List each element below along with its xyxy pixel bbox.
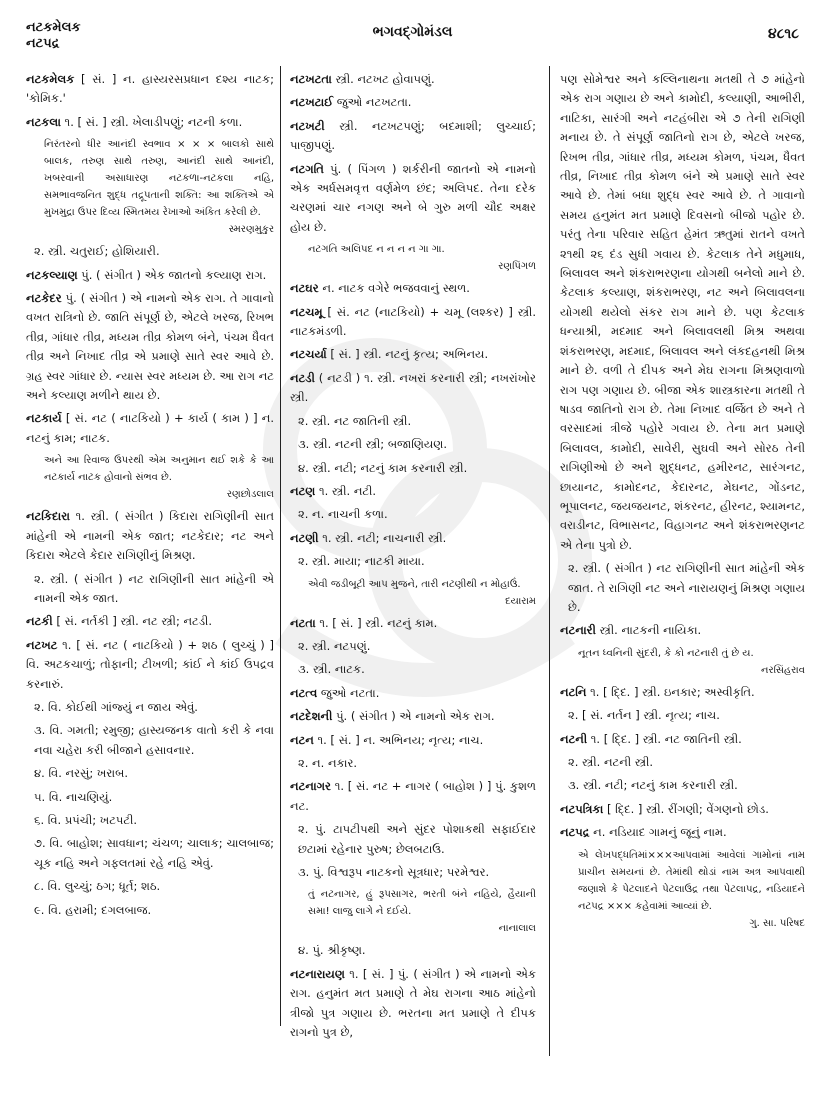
quote-source: રણછોડલાલ bbox=[226, 489, 274, 501]
sub-sense: ૨. સ્ત્રી. ( સંગીત ) નટ રાગિણીની સાત માંહેની એક જાત. તે રાગિણી નટ અને નારાયણનું મિશ્રણ ગણાય છે. bbox=[568, 561, 805, 614]
headword: નટકેદર bbox=[26, 291, 62, 306]
headword: નટકાર્ય bbox=[26, 411, 62, 426]
headword: નટનાગર bbox=[290, 779, 331, 794]
dictionary-entry bbox=[26, 113, 274, 132]
citation-quote bbox=[560, 847, 805, 932]
definition-text: ૧. [ સં. નટ + નાગર ( બાહોશ ) ] પું. કુશળ નટ. bbox=[290, 779, 536, 813]
definition-text: પું. ( પિંગળ ) શર્કરીની જાતનો એ નામનો એક અર્ધસમવૃત્ત વર્ણમેળ છંદ; અલિપદ. તેના દરેક ચરણમાં ચાર નગણ અને બે ગુરુ મળી ચૌદ અક્ષર હોય છે. bbox=[290, 161, 536, 234]
definition-text: ૧. [ સં. ] સ્ત્રી. ખેલાડીપણું; નટની કળા. bbox=[60, 114, 243, 129]
sub-sense: ૨. સ્ત્રી. ચતુરાઈ; હોશિયારી. bbox=[34, 244, 160, 259]
dictionary-entry bbox=[560, 730, 805, 749]
definition-text: ( નટડી ) ૧. સ્ત્રી. નખરાં કરનારી સ્ત્રી; નખરાંખોર સ્ત્રી. bbox=[290, 370, 536, 405]
sub-sense: ૭. વિ. બાહોશ; સાવધાન; ચંચળ; ચાલાક; ચાલબાજ; ચૂક નહિ અને ગફલતમાં રહે નહિ એવું. bbox=[34, 836, 274, 870]
quote-text: એ લેખપદ્ધતિમાં×××આપવામાં આવેલાં ગામોનાં નામ પ્રાચીન સમયનાં છે. તેમાંથી થોડાં નામ અત્ર આપવાથી જણાશે કે પેટલાદને પેટલાઉદ્ર તથા પેટલાપદ્ર, નડિયાદને નટપદ્ર ××× કહેવામાં આવ્યાં છે. bbox=[578, 849, 805, 912]
dictionary-entry bbox=[560, 621, 805, 640]
dictionary-entry bbox=[290, 965, 536, 1043]
headword: નટની bbox=[560, 731, 588, 746]
headword: નટનારાયણ bbox=[290, 966, 345, 981]
definition-text: સ્ત્રી. નટખટ હોવાપણું. bbox=[331, 72, 435, 86]
headword: નટકિદારા bbox=[26, 509, 70, 524]
headword: નટનારી bbox=[560, 623, 596, 638]
definition-text: ૧. [ સં. ] ન. અભિનય; નૃત્ય; નાચ. bbox=[313, 732, 484, 747]
sub-sense: ૩. વિ. ગમતી; રમુજી; હાસ્યજનક વાતો કરી કે નવા નવા ચહેરા કરી બીજાને હસાવનાર. bbox=[34, 723, 274, 757]
quote-text: નટગતિ અલિપદ ન ન ન ન ગા ગા. bbox=[308, 244, 445, 256]
dictionary-entry bbox=[26, 636, 274, 694]
headword: નટણી bbox=[290, 530, 319, 545]
headword: નટકલા bbox=[26, 114, 61, 129]
dictionary-entry bbox=[26, 289, 274, 405]
quote-source: સ્મરણમુકુર bbox=[228, 224, 274, 236]
headword: નટખટતા bbox=[290, 72, 332, 86]
citation-quote bbox=[290, 241, 536, 275]
sub-sense: ૨. વિ. કોઈથી ગાંજ્યું ન જાય એવું. bbox=[34, 699, 198, 714]
definition-text: ૧. [ દ્દિ. ] સ્ત્રી. નટ જાતિની સ્ત્રી. bbox=[587, 731, 742, 746]
quote-source: નરસિંહરાવ bbox=[761, 664, 805, 676]
dictionary-entry bbox=[290, 345, 536, 364]
dictionary-entry bbox=[290, 731, 536, 750]
definition-text: જુઓ નટતા. bbox=[317, 685, 380, 700]
guide-word-last: નટપદ્ર bbox=[26, 36, 60, 51]
dictionary-entry bbox=[26, 409, 274, 448]
definition-text: સ્ત્રી. નટખટપણું; બદમાશી; લુચ્ચાઈ; પાજીપણું. bbox=[290, 118, 536, 153]
definition-text: [ સં. નટ ( નાટકિયો ) + કાર્ય ( કામ ) ] ન. નટનું કામ; નાટક. bbox=[26, 411, 274, 445]
dictionary-entry bbox=[290, 117, 536, 156]
dictionary-entry bbox=[290, 369, 536, 408]
definition-text: [ સં. નર્તકી ] સ્ત્રી. નટ સ્ત્રી; નટડી. bbox=[52, 614, 213, 629]
dictionary-entry bbox=[26, 266, 274, 285]
sub-sense: ૨. ન. નકાર. bbox=[298, 755, 358, 770]
definition-text: પું. ( સંગીત ) એ નામનો એક રાગ. તે ગાવાનો વખત રાત્રિનો છે. જાતિ સંપૂર્ણ છે, એટલે ખરજ, રિખભ તીવ્ર, ગાંધાર તીવ્ર, મધ્યમ તીવ્ર કોમળ બંને, પંચમ ધૈવત તીવ્ર અને નિખાદ તીવ્ર એ પ્રમાણે સાતે સ્વર આવે છે. ગ્રહ સ્વર ગાંધાર છે. ન્યાસ સ્વર મધ્યમ છે. આ રાગ નટ અને કલ્યાણ મળીને થાય છે. bbox=[26, 291, 274, 403]
quote-source: ગુ. સા. પરિષદ bbox=[749, 917, 805, 929]
dictionary-entry bbox=[290, 279, 536, 298]
citation-quote bbox=[560, 645, 805, 679]
column-3 bbox=[560, 70, 805, 936]
quote-text: અને આ રિવાજ ઉપરથી એમ અનુમાન થઈ શકે કે આ નટકાર્ય નાટક હોવાનો સંભવ છે. bbox=[44, 455, 274, 484]
sub-sense: ૨. [ સં. નર્તન ] સ્ત્રી. નૃત્ય; નાચ. bbox=[568, 708, 720, 723]
sub-sense: ૨. સ્ત્રી. નટ જાતિની સ્ત્રી. bbox=[298, 413, 412, 428]
dictionary-entry bbox=[290, 93, 536, 112]
column-1 bbox=[26, 70, 274, 924]
dictionary-entry bbox=[560, 800, 805, 819]
column-divider bbox=[549, 66, 550, 1056]
definition-text: ન. નડિયાદ ગામનું જૂનું નામ. bbox=[589, 825, 727, 840]
dictionary-entry bbox=[290, 777, 536, 816]
headword: નટન bbox=[290, 732, 314, 747]
entry-continuation bbox=[560, 70, 805, 555]
headword: નટઘર bbox=[290, 281, 319, 296]
page-number: ૪૮૧૮ bbox=[768, 26, 799, 42]
sub-sense: ૯. વિ. હરામી; દગલબાજ. bbox=[34, 902, 152, 917]
dictionary-entry bbox=[26, 507, 274, 565]
headword: નટદેશની bbox=[290, 709, 333, 724]
definition-text: ૧. સ્ત્રી. ( સંગીત ) કિદારા રાગિણીની સાત માંહેની એ નામની એક જાત; નટકેદાર; નટ અને કિદારા એટલે કેદાર રાગિણીનું મિશ્રણ. bbox=[26, 509, 274, 563]
dictionary-entry bbox=[290, 684, 536, 703]
definition-text: પણ સોમેશ્વર અને કલ્લિનાથના મતથી તે ૭ માંહેનો એક રાગ ગણાય છે અને કામોદી, કલ્યાણી, આભીરી, નાટિકા, સારંગી અને નટહંબીરા એ ૭ તેની રાગિણી મનાય છે. તે સંપૂર્ણ જાતિનો રાગ છે, એટલે ખરજ, રિખભ તીવ્ર, ગાંધાર તીવ્ર, મધ્યમ કોમળ, પંચમ, ધૈવત તીવ્ર, નિખાદ તીવ્ર કોમળ બંને એ પ્રમાણે સાતે સ્વર આવે છે. તેમાં બધા શુદ્ધ સ્વર આવે છે. તે ગાવાનો સમય હનુમંત મત પ્રમાણે દિવસનો બીજો પહોર છે. પરંતુ તેના પરિવાર સહિત હેમંત ઋતુમાં રાતને વખતે ૨૧થી ૨૬ દંડ સુધી ગવાય છે. કેટલાક તેને મધુમાધ, બિલાવલ અને શંકરાભરણના યોગથી બનેલો માને છે. કેટલાક કલ્યાણ, શંકરાભરણ, નટ અને બિલાવલના યોગથી થયેલો સંકર રાગ માને છે. પણ કેટલાક ધન્યાશ્રી, મદમાદ અને બિલાવલથી મિશ્ર અથવા શંકરાભરણ, મદમાદ, બિલાવલ અને લંકદહનથી મિશ્ર માને છે. વળી તે દીપક અને મેઘ રાગના મિશ્રણવાળો રાગ પણ ગણાય છે. બીજા એક શાસ્ત્રકારના મતથી તે ષાડવ જાતિનો રાગ છે. તેમા નિખાદ વર્જિત છે અને તે વરસાદમાં ત્રીજે પહોરે ગવાય છે. તેના મત પ્રમાણે બિલાવલ, કામોદી, સાવેરી, સુઘવી અને સોરઠ તેની રાગિણીઓ છે અને શુદ્ધનટ, હમીરનટ, સારંગનટ, છાયાનટ, કામોદનટ, કેદારનટ, મેઘનટ, ગોંડનટ, ભૂપાલનટ, જયજયનટ, શંકરનટ, હીરનટ, શ્યામનટ, વરાડીનટ, વિભાસનટ, વિહાગનટ અને શંકરાભરણનટ એ તેના પુત્રો છે. bbox=[560, 72, 805, 552]
headword: નટતા bbox=[290, 615, 316, 630]
sub-sense: ૩. સ્ત્રી. નાટક. bbox=[298, 662, 365, 677]
headword: નટપદ્ર bbox=[560, 825, 590, 840]
headword: નટડી bbox=[290, 370, 315, 385]
dictionary-entry bbox=[560, 823, 805, 842]
headword: નટકી bbox=[26, 614, 53, 629]
headword: નટખટાઈ bbox=[290, 95, 334, 110]
quote-text: એવી જડીબૂટી આપ મુજને, તારી નટણીથી ન મોહાઉં. bbox=[308, 578, 521, 590]
sub-sense: ૨. પું. ટાપટીપથી અને સુંદર પોશાકથી સફાઈદાર છટામાં રહેનાર પુરુષ; છેલબટાઉ. bbox=[298, 822, 536, 856]
definition-text: ન. નાટક વગેરે ભજવવાનું સ્થળ. bbox=[318, 281, 470, 296]
headword: નટચમૂ bbox=[290, 304, 323, 319]
dictionary-entry bbox=[290, 482, 536, 501]
sub-sense: ૪. સ્ત્રી. નટી; નટનું કામ કરનારી સ્ત્રી. bbox=[298, 460, 468, 475]
headword: નટખટી bbox=[290, 118, 325, 133]
citation-quote bbox=[290, 886, 536, 937]
sub-sense: ૨. સ્ત્રી. માયા; નાટકી માયા. bbox=[298, 554, 425, 569]
dictionary-entry bbox=[290, 70, 536, 89]
headword: નટગતિ bbox=[290, 161, 324, 176]
quote-source: દયારામ bbox=[505, 595, 536, 607]
definition-text: ૧. [ દ્દિ. ] સ્ત્રી. ઇનકાર; અસ્વીકૃતિ. bbox=[586, 684, 755, 699]
definition-text: પું. ( સંગીત ) એક જાતનો કલ્યાણ રાગ. bbox=[77, 267, 267, 282]
sub-sense: ૮. વિ. લુચ્ચું; ઠગ; ધૂર્ત; શઠ. bbox=[34, 879, 161, 894]
headword: નટપત્રિકા bbox=[560, 801, 604, 816]
definition-text: ૧. [ સં. ] પું. ( સંગીત ) એ નામનો એક રાગ. હનુમંત મત પ્રમાણે તે મેઘ રાગના આઠ માંહેનો ત્રીજો પુત્ર ગણાય છે. ભરતના મત પ્રમાણે તે દીપક રાગનો પુત્ર છે, bbox=[290, 966, 536, 1040]
citation-quote bbox=[26, 452, 274, 503]
book-title: ભગવદ્ગોમંડલ bbox=[372, 24, 453, 40]
dictionary-entry bbox=[290, 614, 536, 633]
headword: નટનિ bbox=[560, 684, 587, 699]
definition-text: સ્ત્રી. નાટકની નાયિકા. bbox=[595, 623, 702, 638]
sub-sense: ૨. સ્ત્રી. નટપણું. bbox=[298, 638, 371, 653]
dictionary-entry bbox=[560, 683, 805, 702]
headword: નટચર્યા bbox=[290, 347, 327, 362]
quote-source: નાનાલાલ bbox=[498, 923, 536, 935]
definition-text: ૧. સ્ત્રી. નટી. bbox=[315, 483, 377, 498]
sub-sense: ૪. પું. શ્રીકૃષ્ણ. bbox=[298, 943, 366, 958]
sub-sense: ૩. સ્ત્રી. નટની સ્ત્રી; બજાણિયણ. bbox=[298, 437, 447, 452]
definition-text: [ સં. નટ (નાટકિયો) + ચમૂ (લશ્કર) ] સ્ત્રી. નાટકમંડળી. bbox=[290, 304, 536, 339]
dictionary-entry bbox=[290, 303, 536, 342]
definition-text: ૧. સ્ત્રી. નટી; નાચનારી સ્ત્રી. bbox=[318, 530, 447, 545]
definition-text: ૧. [ સં. નટ ( નાટકિયો ) + શઠ ( લુચ્ચું ) ] વિ. અટકચાળું; તોફાની; ટીખળી; કાંઈ ને કાંઈ ઉપદ્રવ કરનારું. bbox=[26, 637, 274, 691]
citation-quote bbox=[26, 136, 274, 238]
definition-text: [ સં. ] ન. હાસ્યરસપ્રધાન દશ્ય નાટક; 'કોમિક.' bbox=[26, 72, 274, 106]
definition-text: જુઓ નટખટતા. bbox=[333, 95, 412, 110]
dictionary-entry bbox=[290, 529, 536, 548]
quote-text: નિરંતરનો ધીર આનંદી સ્વભાવ × × × બાલકો સાથે બાલક, તરુણ સાથે તરુણ, આનંદી સાથે આનંદી, ખબરવાની અસાધારણ નટકળા-નટકલા નહિ, સમભાવજનિત શુદ્ધ તદ્રૂપતાની શક્તિ: આ શક્તિએ એ મુખમુદ્રા ઉપર દિવ્ય સ્મિતમય રેખાઓ અંકિત કરેલી છે. bbox=[44, 139, 274, 219]
sub-sense: ૫. વિ. નાચણિયું. bbox=[34, 789, 113, 804]
definition-text: પું. ( સંગીત ) એ નામનો એક રાગ. bbox=[332, 709, 495, 724]
sub-sense: ૨. ન. નાચની કળા. bbox=[298, 507, 388, 522]
quote-source: રણપિંગળ bbox=[498, 261, 536, 273]
headword: નટત્વ bbox=[290, 685, 318, 700]
sub-sense: ૨. સ્ત્રી. નટની સ્ત્રી. bbox=[568, 755, 654, 769]
sub-sense: ૨. સ્ત્રી. ( સંગીત ) નટ રાગિણીની સાત માંહેની એ નામની એક જાત. bbox=[34, 571, 274, 605]
headword: નટણ bbox=[290, 483, 316, 498]
definition-text: [ સં. ] સ્ત્રી. નટનું કૃત્ય; અભિનય. bbox=[326, 347, 489, 362]
headword: નટખટ bbox=[26, 637, 58, 652]
sub-sense: ૬. વિ. પ્રપંચી; ખટપટી. bbox=[34, 812, 138, 827]
citation-quote bbox=[290, 576, 536, 610]
dictionary-entry bbox=[290, 160, 536, 238]
definition-text: [ દ્દિ. ] સ્ત્રી. રીંગણી; વેંગણનો છોડ. bbox=[603, 801, 769, 816]
column-2 bbox=[290, 70, 536, 1046]
quote-text: નૂતન ધ્વનિની સુંદરી, કે કો નટનારી તું છે ય. bbox=[578, 647, 754, 659]
dictionary-entry bbox=[26, 70, 274, 109]
quote-text: તું નટનાગર, હું રૂપસાગર, ભરતી બંને નહિયે, હૈયાની સમા! લાજુ લાગે ને દઈયે. bbox=[308, 889, 536, 918]
headword: નટકલ્યાણ bbox=[26, 267, 78, 282]
sub-sense: ૩. પું. વિશ્વરૂપ નાટકનો સૂત્રધાર; પરમેશ્વર. bbox=[298, 865, 490, 879]
headword: નટકમેલક bbox=[26, 72, 75, 86]
dictionary-entry bbox=[290, 707, 536, 726]
sub-sense: ૪. વિ. નરસું; ખરાબ. bbox=[34, 766, 128, 781]
sub-sense: ૩. સ્ત્રી. નટી; નટનું કામ કરનારી સ્ત્રી. bbox=[568, 778, 738, 793]
definition-text: ૧. [ સં. ] સ્ત્રી. નટનું કામ. bbox=[315, 615, 438, 630]
dictionary-entry bbox=[26, 612, 274, 631]
column-divider bbox=[280, 66, 281, 1026]
guide-word-first: નટકમેલક bbox=[26, 20, 81, 35]
